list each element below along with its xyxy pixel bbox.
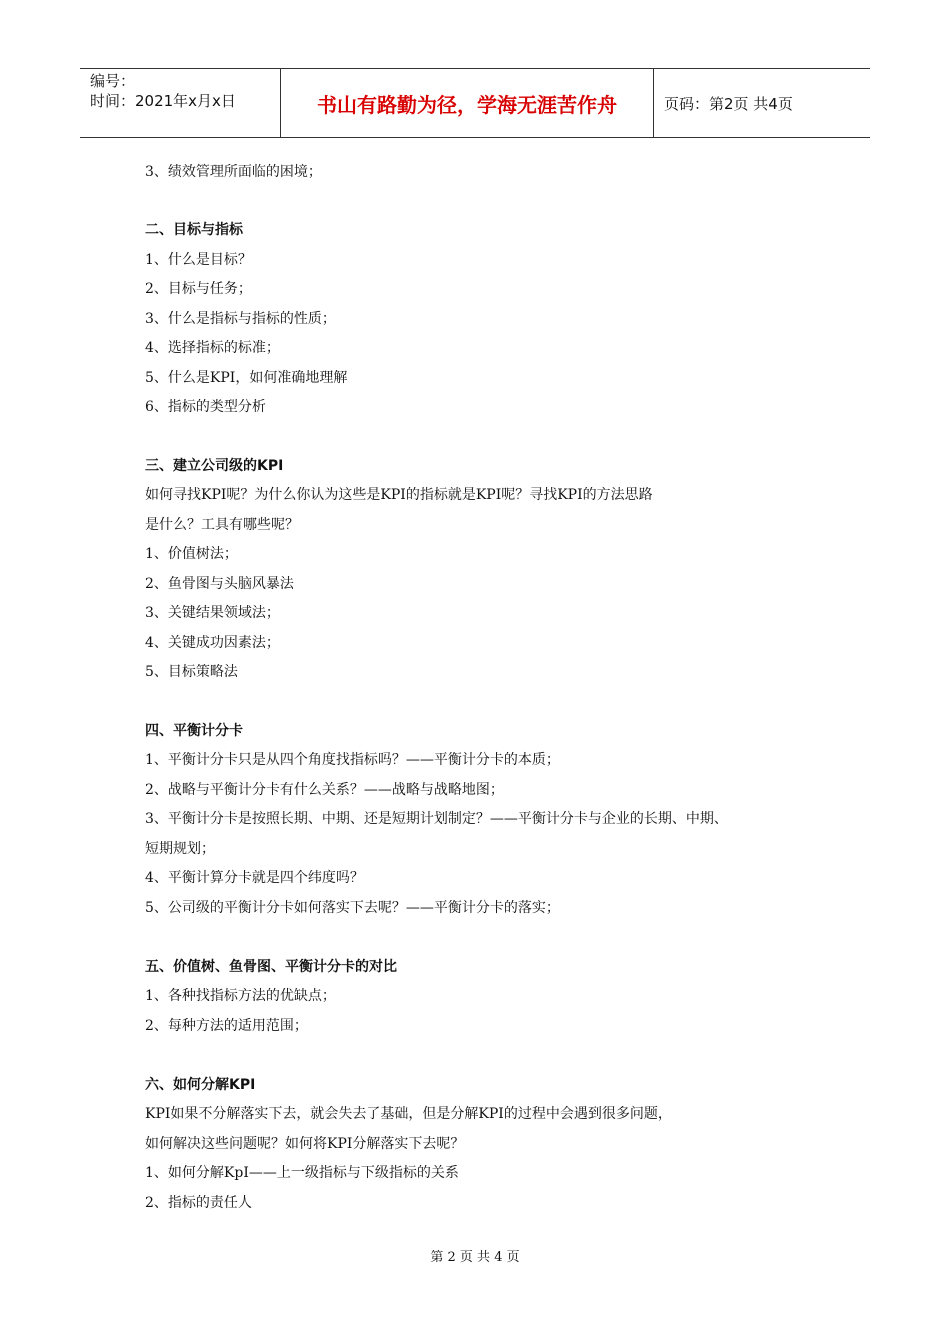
list-item: 5、公司级的平衡计分卡如何落实下去呢？——平衡计分卡的落实； [145,900,560,916]
time-label: 时间：2021年x月x日 [90,92,236,110]
document-header [80,68,870,138]
section-heading: 四、平衡计分卡 [145,723,243,739]
page-footer: 第 2 页 共 4 页 [430,1250,520,1265]
list-item: 2、战略与平衡计分卡有什么关系？——战略与战略地图； [145,782,504,798]
paragraph-line: 是什么？工具有哪些呢？ [145,517,299,533]
list-item: 3、关键结果领域法； [145,605,280,621]
header-meta [80,69,281,137]
list-item: 2、指标的责任人 [145,1195,252,1211]
paragraph-line: 如何寻找KPI呢？为什么你认为这些是KPI的指标就是KPI呢？寻找KPI的方法思路 [145,487,653,503]
list-item: 1、平衡计分卡只是从四个角度找指标吗？——平衡计分卡的本质； [145,752,560,768]
header-page-info: 页码：第2页 共4页 [664,94,793,113]
list-item: 1、各种找指标方法的优缺点； [145,988,336,1004]
list-item: 5、什么是KPI，如何准确地理解 [145,370,348,386]
section-heading: 二、目标与指标 [145,222,243,238]
list-item: 1、如何分解KpI——上一级指标与下级指标的关系 [145,1165,459,1181]
list-item: 4、选择指标的标准； [145,340,280,356]
section-heading: 五、价值树、鱼骨图、平衡计分卡的对比 [145,959,397,975]
list-item: 5、目标策略法 [145,664,238,680]
number-label: 编号： [90,72,136,90]
list-item: 1、价值树法； [145,546,238,562]
list-item: 6、指标的类型分析 [145,399,266,415]
list-item: 3、什么是指标与指标的性质； [145,311,336,327]
list-item: 短期规划； [145,841,215,857]
list-item: 2、鱼骨图与头脑风暴法 [145,576,294,592]
list-item: 4、关键成功因素法； [145,635,280,651]
list-item: 1、什么是目标？ [145,252,252,268]
list-item: 2、目标与任务； [145,281,252,297]
section-heading: 六、如何分解KPI [145,1077,256,1093]
list-item: 4、平衡计算分卡就是四个纬度吗？ [145,870,364,886]
paragraph-line: KPI如果不分解落实下去，就会失去了基础，但是分解KPI的过程中会遇到很多问题， [145,1106,672,1122]
header-motto: 书山有路勤为径，学海无涯苦作舟 [281,69,654,137]
list-item: 2、每种方法的适用范围； [145,1018,308,1034]
list-item: 3、绩效管理所面临的困境； [145,164,322,180]
section-heading: 三、建立公司级的KPI [145,458,284,474]
paragraph-line: 如何解决这些问题呢？如何将KPI分解落实下去呢？ [145,1136,465,1152]
list-item: 3、平衡计分卡是按照长期、中期、还是短期计划制定？——平衡计分卡与企业的长期、中期、 [145,811,728,827]
